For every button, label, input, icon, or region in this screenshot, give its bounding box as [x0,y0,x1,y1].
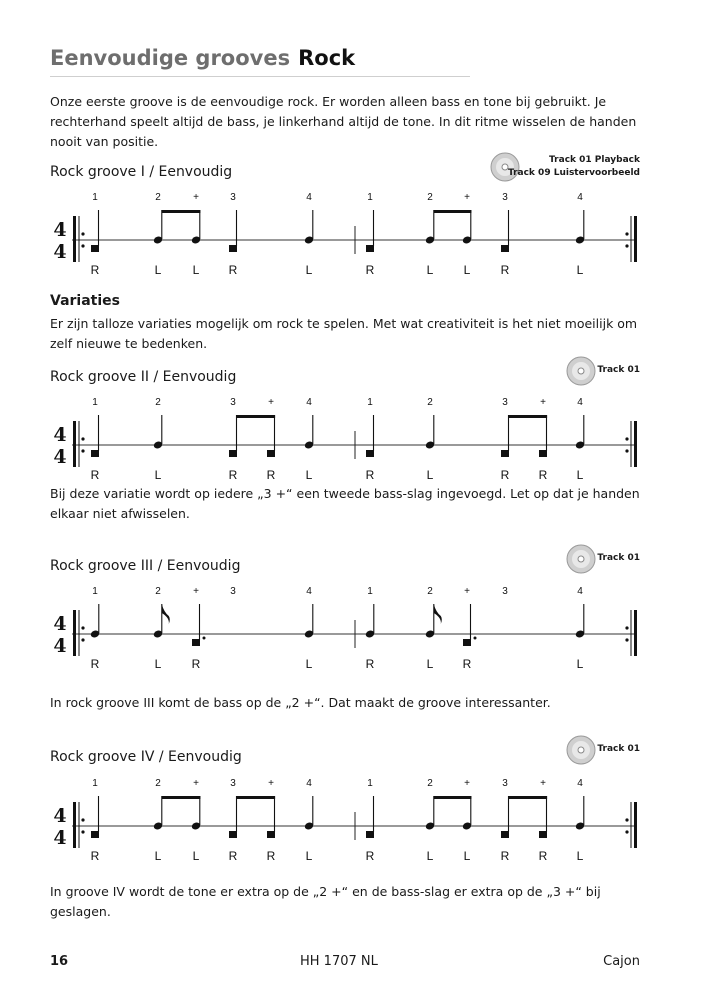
count-label: + [464,586,470,597]
note-beam [434,210,472,213]
bass-note [91,831,99,838]
example-title-2: Rock groove II / Eenvoudig [50,369,237,385]
count-label: 3 [230,397,236,408]
count-label: + [540,397,546,408]
hand-label: R [462,657,472,671]
hand-label: R [538,849,548,863]
hand-label: L [305,263,313,277]
repeat-end-thick [634,802,637,848]
repeat-dot [625,818,628,821]
repeat-dot [625,437,628,440]
hand-label: R [500,263,510,277]
hand-label: L [154,657,162,671]
count-label: 2 [427,192,433,203]
repeat-dot [625,232,628,235]
bass-note [539,450,547,457]
hand-label: L [426,468,434,482]
hand-label: L [305,849,313,863]
bass-note [366,831,374,838]
count-label: 2 [155,778,161,789]
track-label-4: Track 01 [597,744,640,754]
hand-label: R [500,849,510,863]
time-signature-top: 4 [53,805,67,827]
caption-2: Bij deze variatie wordt op iedere „3 +“ een tweede bass-slag ingevoegd. Let op dat je handen elkaar niet afwisselen. [50,486,640,521]
note-flag [434,604,442,624]
hand-label: R [228,263,238,277]
bass-note [366,245,374,252]
track-line: Track 09 Luistervoorbeeld [507,168,640,178]
count-label: + [464,778,470,789]
time-signature-bottom: 4 [53,827,67,849]
bass-note [91,245,99,252]
hand-label: R [90,657,100,671]
intro-paragraph: Onze eerste groove is de eenvoudige rock. Er worden alleen bass en tone bij gebruikt. Je rechterhand speelt altijd de bass, je linkerhand altijd de tone. In dit ritme wisselen de handen nooit van positie. [50,94,637,149]
time-signature-top: 4 [53,613,67,635]
bass-note [91,450,99,457]
count-label: 3 [502,586,508,597]
hand-label: L [426,263,434,277]
count-label: 1 [92,397,98,408]
count-label: 1 [92,778,98,789]
page-number: 16 [50,954,69,969]
hand-label: L [576,263,584,277]
count-label: + [464,192,470,203]
notation-staff-3 [0,582,707,674]
hand-label: L [576,849,584,863]
title-rule [50,76,470,77]
track-line: Track 01 Playback [549,155,640,165]
cd-icon [566,356,596,390]
count-label: + [268,778,274,789]
count-label: 4 [306,397,312,408]
count-label: 2 [427,397,433,408]
time-signature-top: 4 [53,424,67,446]
repeat-dot [625,449,628,452]
bass-note [501,450,509,457]
note-flag [162,604,170,624]
count-label: 2 [155,586,161,597]
hand-label: L [192,263,200,277]
repeat-dot [81,244,84,247]
bass-note [463,639,471,646]
note-beam [162,210,201,213]
hand-label: R [266,849,276,863]
caption-3: In rock groove III komt de bass op de „2 +“. Dat maakt de groove interessanter. [50,695,551,710]
count-label: 1 [92,586,98,597]
track-label-1 [508,154,640,180]
time-signature-top: 4 [53,219,67,241]
count-label: 1 [367,397,373,408]
repeat-end-thick [634,421,637,467]
hand-label: R [191,657,201,671]
bass-note [366,450,374,457]
hand-label: L [576,657,584,671]
hand-label: L [305,468,313,482]
count-label: + [193,192,199,203]
count-label: 2 [155,192,161,203]
track-label-3: Track 01 [597,553,640,563]
count-label: + [268,397,274,408]
repeat-start-thick [73,802,76,848]
note-beam [237,415,276,418]
repeat-end-thick [634,610,637,656]
count-label: 4 [306,192,312,203]
count-label: 4 [306,778,312,789]
hand-label: R [365,657,375,671]
count-label: 4 [577,586,583,597]
count-label: 4 [306,586,312,597]
repeat-dot [625,830,628,833]
hand-label: L [576,468,584,482]
time-signature-bottom: 4 [53,446,67,468]
note-beam [162,796,201,799]
repeat-dot [81,830,84,833]
repeat-start-thick [73,216,76,262]
repeat-dot [625,638,628,641]
hand-label: R [266,468,276,482]
example-title-4: Rock groove IV / Eenvoudig [50,749,242,765]
bass-note [229,831,237,838]
hand-label: L [463,263,471,277]
note-beam [509,796,548,799]
repeat-dot [625,244,628,247]
bass-note [229,245,237,252]
note-dot [203,637,206,640]
page-title [50,46,355,70]
repeat-start-thick [73,610,76,656]
count-label: 3 [502,397,508,408]
note-dot [474,637,477,640]
count-label: + [540,778,546,789]
bass-note [229,450,237,457]
hand-label: L [154,263,162,277]
count-label: + [193,778,199,789]
hand-label: L [154,849,162,863]
hand-label: R [538,468,548,482]
hand-label: L [426,657,434,671]
hand-label: R [228,849,238,863]
section-title: Eenvoudige grooves [50,46,291,70]
hand-label: L [192,849,200,863]
repeat-dot [81,638,84,641]
caption-4: In groove IV wordt de tone er extra op de „2 +“ en de bass-slag er extra op de „3 +“ bij geslagen. [50,884,601,919]
notation-staff-1 [0,188,707,283]
catalog-code: HH 1707 NL [300,954,378,969]
repeat-dot [81,232,84,235]
count-label: 1 [367,586,373,597]
repeat-dot [81,818,84,821]
count-label: 1 [367,778,373,789]
repeat-start-thick [73,421,76,467]
count-label: 4 [577,192,583,203]
hand-label: R [365,849,375,863]
time-signature-bottom: 4 [53,241,67,263]
bass-note [192,639,200,646]
notation-staff-4 [0,774,707,866]
section-subtitle: Rock [298,46,356,70]
note-beam [237,796,276,799]
hand-label: L [154,468,162,482]
count-label: 4 [577,397,583,408]
count-label: 3 [502,778,508,789]
count-label: + [193,586,199,597]
track-label-2: Track 01 [597,365,640,375]
count-label: 3 [230,192,236,203]
hand-label: L [426,849,434,863]
bass-note [539,831,547,838]
variations-heading: Variaties [50,293,120,309]
note-beam [434,796,472,799]
hand-label: L [463,849,471,863]
count-label: 3 [230,586,236,597]
hand-label: R [500,468,510,482]
bass-note [501,831,509,838]
cd-icon [566,544,596,578]
notation-staff-2 [0,393,707,485]
hand-label: R [90,849,100,863]
example-title-1: Rock groove I / Eenvoudig [50,164,233,180]
repeat-dot [81,449,84,452]
hand-label: R [90,263,100,277]
hand-label: R [90,468,100,482]
cd-icon [566,735,596,769]
hand-label: R [365,263,375,277]
count-label: 4 [577,778,583,789]
bass-note [501,245,509,252]
variations-paragraph: Er zijn talloze variaties mogelijk om rock te spelen. Met wat creativiteit is het niet moeilijk om zelf nieuwe te bedenken. [50,316,638,351]
repeat-dot [81,626,84,629]
hand-label: R [365,468,375,482]
count-label: 3 [502,192,508,203]
count-label: 2 [427,778,433,789]
count-label: 3 [230,778,236,789]
repeat-dot [81,437,84,440]
bass-note [267,450,275,457]
book-title: Cajon [603,954,640,969]
repeat-end-thick [634,216,637,262]
count-label: 1 [367,192,373,203]
hand-label: R [228,468,238,482]
time-signature-bottom: 4 [53,635,67,657]
note-beam [509,415,548,418]
count-label: 1 [92,192,98,203]
count-label: 2 [155,397,161,408]
count-label: 2 [427,586,433,597]
repeat-dot [625,626,628,629]
example-title-3: Rock groove III / Eenvoudig [50,558,241,574]
hand-label: L [305,657,313,671]
bass-note [267,831,275,838]
